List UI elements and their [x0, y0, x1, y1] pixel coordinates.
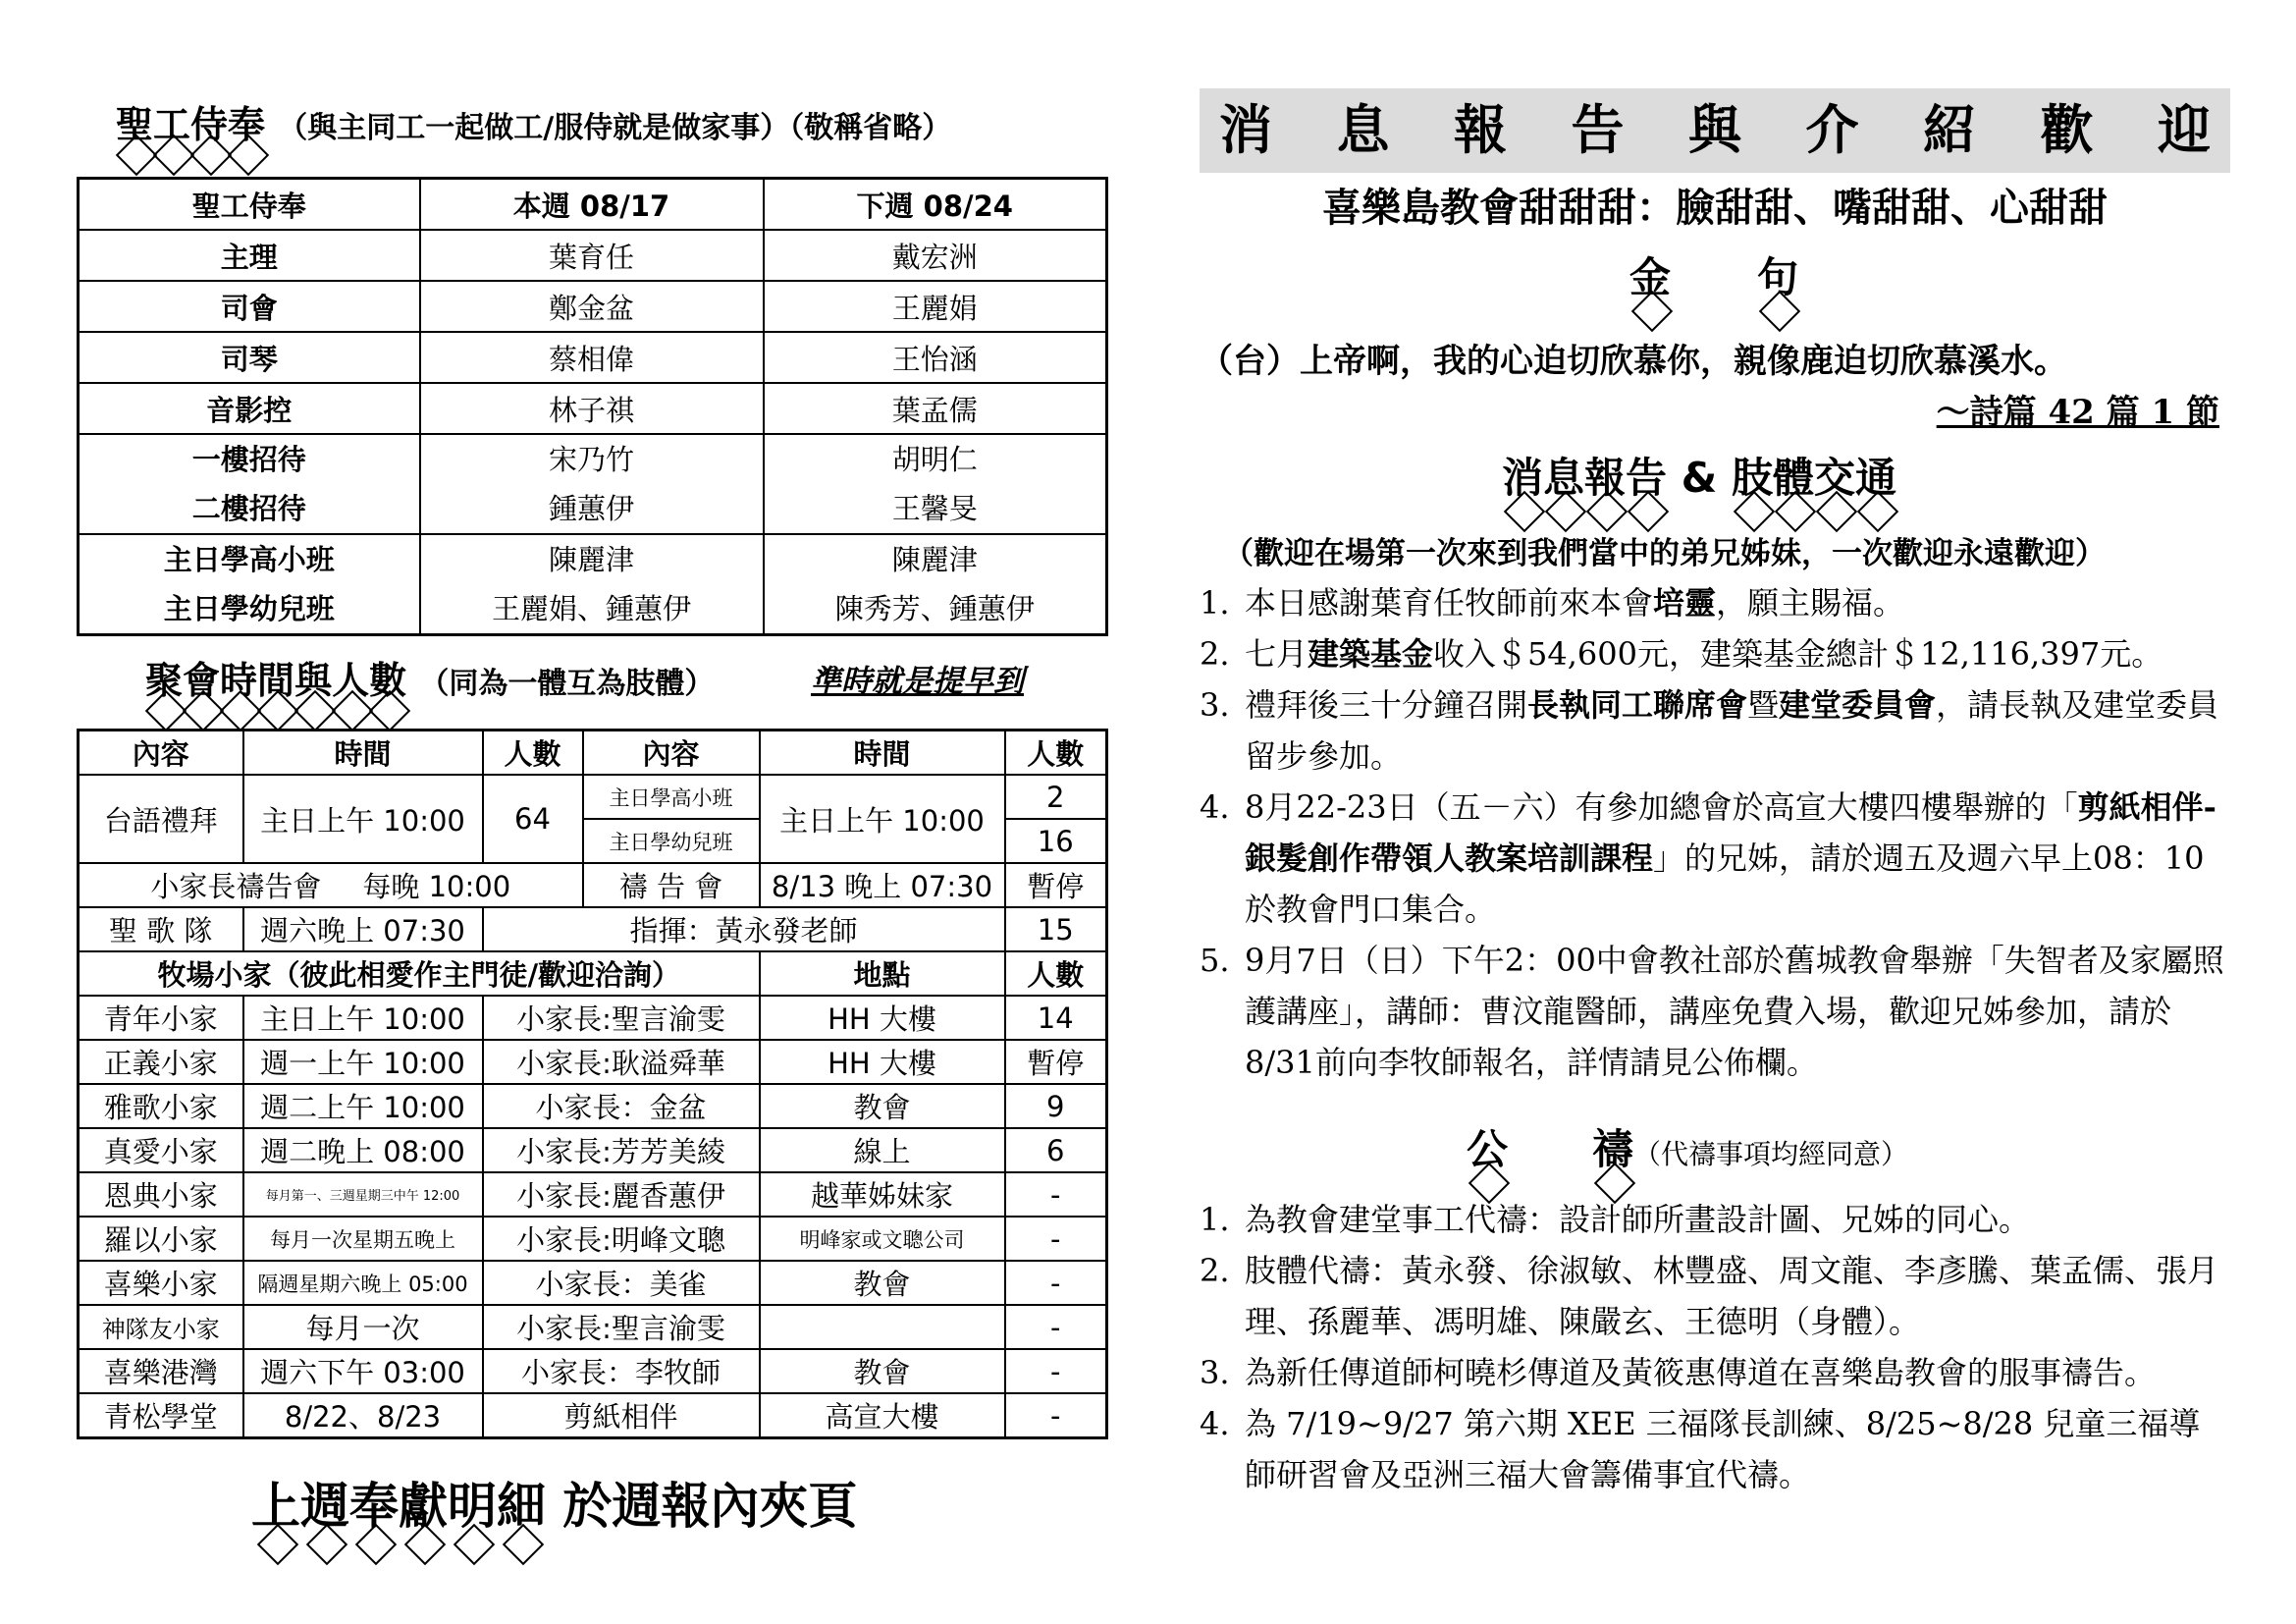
role-cell	[79, 434, 420, 534]
meeting-time: 主日上午 10:00	[243, 775, 483, 863]
golden-char: 句	[1757, 245, 1798, 304]
group-time: 週一上午 10:00	[243, 1040, 483, 1084]
news-text	[1245, 782, 2232, 935]
group-header-count: 人數	[1005, 951, 1107, 996]
group-name: 羅以小家	[79, 1217, 243, 1261]
news-text-bold: 建築基金	[1308, 635, 1434, 673]
next-week-cell	[764, 434, 1107, 534]
news-text-part: 本日感謝葉育任牧師前來本會	[1245, 584, 1654, 622]
news-text-bold: 長執同工聯席會	[1527, 686, 1748, 724]
group-leader: 小家長:芳芳美綾	[483, 1128, 760, 1172]
header-content: 內容	[583, 731, 760, 776]
group-place: 教會	[760, 1261, 1005, 1305]
group-place: 教會	[760, 1349, 1005, 1393]
table-row	[79, 1128, 1107, 1172]
table-row	[79, 863, 1107, 907]
news-text-part: 」的兄姊，請於週五及週六早上08：10於教會門口集合。	[1245, 839, 2205, 928]
group-leader: 小家長:明峰文聰	[483, 1217, 760, 1261]
group-place: 線上	[760, 1128, 1005, 1172]
news-heading	[1502, 446, 1896, 505]
table-row	[79, 332, 1107, 383]
group-place: 高宣大樓	[760, 1393, 1005, 1438]
group-time: 週六下午 03:00	[243, 1349, 483, 1393]
meeting-title-char: 數	[369, 650, 406, 704]
table-row	[79, 1217, 1107, 1261]
next-week-cell: 王麗娟	[764, 281, 1107, 332]
offering-title-char: 細	[497, 1467, 546, 1538]
header-role: 聖工侍奉	[79, 179, 420, 231]
meeting-heading	[145, 650, 714, 704]
staff-subtitle: （與主同工一起做工/服侍就是做家事）（敬稱省略）	[278, 111, 952, 145]
news-text: 9月7日（日）下午2：00中會教社部於舊城教會舉辦「失智者及家屬照護講座」，講師：曹汶龍醫師，講座免費入場，歡迎兄姊參加，請於8/31前向李牧師報名，詳情請見公佈欄。	[1245, 942, 2224, 1081]
table-header-row	[79, 731, 1107, 776]
table-header-row	[79, 179, 1107, 231]
prayer-number: 2.	[1200, 1252, 1230, 1289]
role-cell: 音影控	[79, 383, 420, 434]
group-leader: 小家長：李牧師	[483, 1349, 760, 1393]
next-week-cell: 王怡涵	[764, 332, 1107, 383]
offering-title-char: 週	[300, 1467, 349, 1538]
news-text-part: 8月22-23日（五－六）有參加總會於高宣大樓四樓舉辦的「	[1245, 788, 2078, 826]
header-time: 時間	[760, 731, 1005, 776]
banner-char: 紹	[1923, 99, 1976, 161]
group-name: 真愛小家	[79, 1128, 243, 1172]
news-item	[1200, 628, 2232, 679]
group-time: 8/22、8/23	[243, 1393, 483, 1438]
news-title-char: 體	[1773, 446, 1814, 505]
table-row	[79, 1261, 1107, 1305]
meeting-name: 聖 歌 隊	[79, 907, 243, 951]
group-count: -	[1005, 1349, 1107, 1393]
staff-title	[116, 103, 278, 146]
news-number: 2.	[1200, 635, 1230, 673]
header-this-week: 本週 08/17	[420, 179, 764, 231]
role-cell	[79, 534, 420, 635]
staff-table	[77, 177, 1108, 636]
news-item	[1200, 679, 2232, 782]
banner-char: 消	[1219, 99, 1272, 161]
name-label: 陳秀芳、鍾蕙伊	[834, 592, 1035, 625]
group-count: 暫停	[1005, 1040, 1107, 1084]
prayer-heading	[1467, 1117, 1908, 1176]
group-name: 喜樂港灣	[79, 1349, 243, 1393]
prayer-number: 1.	[1200, 1201, 1230, 1238]
group-count: 9	[1005, 1084, 1107, 1128]
news-text-part: 禮拜後三十分鐘召開	[1245, 686, 1528, 724]
banner-char: 與	[1688, 99, 1741, 161]
news-text-part: 暨	[1747, 686, 1780, 724]
table-row	[79, 534, 1107, 635]
this-week-cell: 葉育任	[420, 230, 764, 281]
table-row	[79, 281, 1107, 332]
role-label: 二樓招待	[191, 492, 306, 525]
role-label: 主日學高小班	[163, 543, 335, 576]
this-week-cell: 鄭金盆	[420, 281, 764, 332]
group-place: 教會	[760, 1084, 1005, 1128]
offering-title-char: 上	[251, 1467, 300, 1538]
group-name: 青年小家	[79, 996, 243, 1040]
prayer-number: 3.	[1200, 1354, 1230, 1391]
prayer-title-char: 禱	[1592, 1117, 1633, 1176]
group-time: 每月第一、三週星期三中午 12:00	[243, 1172, 483, 1217]
table-row	[79, 907, 1107, 951]
news-text-bold: 建堂委員會	[1779, 686, 1937, 724]
news-number: 4.	[1200, 788, 1230, 826]
group-time: 主日上午 10:00	[243, 996, 483, 1040]
meeting-title-char: 人	[332, 650, 369, 704]
group-name: 雅歌小家	[79, 1084, 243, 1128]
group-name: 喜樂小家	[79, 1261, 243, 1305]
group-count: -	[1005, 1172, 1107, 1217]
offering-tail: 於週報內夾頁	[546, 1478, 858, 1535]
meeting-title-char: 時	[220, 650, 257, 704]
meeting-count: 64	[483, 775, 583, 863]
name-label: 鍾蕙伊	[548, 492, 634, 525]
name-label: 陳麗津	[891, 543, 978, 576]
meeting-name: 台語禮拜	[79, 775, 243, 863]
prayer-item	[1200, 1245, 2220, 1347]
offering-title-char: 奉	[349, 1467, 399, 1538]
news-number: 3.	[1200, 686, 1230, 724]
this-week-cell	[420, 434, 764, 534]
meeting-name: 主日學幼兒班	[583, 819, 760, 863]
header-count: 人數	[1005, 731, 1107, 776]
group-time: 每月一次星期五晚上	[243, 1217, 483, 1261]
table-row	[79, 996, 1107, 1040]
news-item	[1200, 935, 2232, 1088]
offering-heading	[251, 1467, 857, 1538]
meeting-count: 2	[1005, 775, 1107, 819]
meeting-name	[79, 863, 583, 907]
staff-title-char: 聖	[116, 94, 153, 148]
news-text-part: ，請長執及建堂委員留步參加。	[1245, 686, 2219, 775]
group-header-place: 地點	[760, 951, 1005, 996]
name-label: 王馨旻	[891, 492, 978, 525]
group-count: 6	[1005, 1128, 1107, 1172]
meeting-time: 8/13 晚上 07:30	[760, 863, 1005, 907]
group-name: 青松學堂	[79, 1393, 243, 1438]
group-count: -	[1005, 1393, 1107, 1438]
banner-char: 報	[1454, 99, 1507, 161]
staff-title-char: 侍	[190, 94, 228, 148]
meeting-time: 週六晚上 07:30	[243, 907, 483, 951]
news-text	[1245, 577, 1904, 628]
group-leader: 小家長:聖言渝雯	[483, 996, 760, 1040]
group-leader: 小家長:聖言渝雯	[483, 1305, 760, 1349]
prayer-text: 為新任傳道師柯曉杉傳道及黃筱惠傳道在喜樂島教會的服事禱告。	[1245, 1354, 2157, 1391]
news-text	[1245, 628, 2163, 679]
news-text-part: 收入＄54,600元，建築基金總計＄12,116,397元。	[1433, 635, 2163, 673]
prayer-item	[1200, 1194, 2220, 1245]
news-title-char: 通	[1855, 446, 1896, 505]
meeting-name: 主日學高小班	[583, 775, 760, 819]
group-name: 正義小家	[79, 1040, 243, 1084]
table-row	[79, 434, 1107, 534]
header-content: 內容	[79, 731, 243, 776]
group-time: 週二晚上 08:00	[243, 1128, 483, 1172]
this-week-cell: 蔡相偉	[420, 332, 764, 383]
slogan: 喜樂島教會甜甜甜：臉甜甜、嘴甜甜、心甜甜	[1322, 186, 2108, 231]
news-text-bold: 剪紙相伴-銀髮創作帶領人教案培訓課程	[1245, 788, 2216, 877]
group-count: -	[1005, 1261, 1107, 1305]
meeting-title-char: 聚	[145, 650, 183, 704]
news-text	[1245, 679, 2232, 782]
group-time: 週二上午 10:00	[243, 1084, 483, 1128]
group-time: 每月一次	[243, 1305, 483, 1349]
offering-title-char: 獻	[399, 1467, 448, 1538]
group-count: -	[1005, 1217, 1107, 1261]
meeting-title-char: 間	[257, 650, 294, 704]
offering-title-char: 明	[448, 1467, 497, 1538]
name-label: 胡明仁	[891, 443, 978, 476]
banner-char: 歡	[2040, 99, 2094, 161]
news-title-char: 交	[1814, 446, 1855, 505]
this-week-cell	[420, 534, 764, 635]
news-item	[1200, 782, 2232, 935]
news-title-char: 息	[1543, 446, 1584, 505]
table-row	[79, 1393, 1107, 1438]
name-label: 王麗娟、鍾蕙伊	[491, 592, 691, 625]
verse-reference: ～詩篇 42 篇 1 節	[1936, 393, 2219, 432]
group-place: HH 大樓	[760, 996, 1005, 1040]
prayer-text: 為 7/19~9/27 第六期 XEE 三福隊長訓練、8/25~8/28 兒童三福導師研習會及亞洲三福大會籌備事宜代禱。	[1245, 1405, 2201, 1493]
meeting-count: 暫停	[1005, 863, 1107, 907]
name-label: 宋乃竹	[548, 443, 634, 476]
news-title-char: 告	[1626, 446, 1667, 505]
group-time: 隔週星期六晚上 05:00	[243, 1261, 483, 1305]
name-label: 陳麗津	[548, 543, 634, 576]
news-banner	[1200, 88, 2230, 173]
table-header-row	[79, 951, 1107, 996]
meeting-motto: 準時就是提早到	[811, 664, 1024, 699]
meeting-name-label: 小家長禱告會	[150, 870, 322, 903]
meeting-time: 主日上午 10:00	[760, 775, 1005, 863]
table-row	[79, 1349, 1107, 1393]
prayer-item	[1200, 1398, 2220, 1500]
meeting-name: 禱 告 會	[583, 863, 760, 907]
prayer-title-char: 公	[1467, 1117, 1508, 1176]
group-place: 越華姊妹家	[760, 1172, 1005, 1217]
news-list	[1200, 577, 2232, 1088]
news-text-bold: 培靈	[1653, 584, 1717, 622]
role-cell: 司會	[79, 281, 420, 332]
news-text-part: ，願主賜福。	[1716, 584, 1905, 622]
table-row	[79, 1084, 1107, 1128]
news-number: 1.	[1200, 584, 1230, 622]
welcome-note: （歡迎在場第一次來到我們當中的弟兄姊妹，一次歡迎永遠歡迎）	[1223, 536, 2106, 571]
prayer-text: 為教會建堂事工代禱：設計師所畫設計圖、兄姊的同心。	[1245, 1201, 2031, 1238]
table-row	[79, 230, 1107, 281]
group-place	[760, 1305, 1005, 1349]
news-banner-text	[1200, 88, 2230, 173]
meeting-conductor: 指揮：黃永發老師	[483, 907, 1005, 951]
golden-verse: （台）上帝啊，我的心迫切欣慕你，親像鹿迫切欣慕溪水。	[1200, 342, 2067, 381]
staff-title-char: 奉	[228, 94, 265, 148]
this-week-cell: 林子祺	[420, 383, 764, 434]
prayer-text: 肢體代禱：黃永發、徐淑敏、林豐盛、周文龍、李彥騰、葉孟儒、張月理、孫麗華、馮明雄、陳嚴玄、王德明（身體）。	[1245, 1252, 2219, 1340]
group-leader: 小家長:耿溢舜華	[483, 1040, 760, 1084]
banner-char: 息	[1336, 99, 1390, 161]
group-header-name: 牧場小家（彼此相愛作主門徒/歡迎洽詢）	[79, 951, 760, 996]
news-number: 5.	[1200, 942, 1230, 979]
group-leader: 小家長:麗香蕙伊	[483, 1172, 760, 1217]
header-next-week: 下週 08/24	[764, 179, 1107, 231]
group-count: -	[1005, 1305, 1107, 1349]
prayer-list	[1200, 1194, 2220, 1500]
news-text-part: 七月	[1245, 635, 1308, 673]
banner-char: 介	[1805, 99, 1859, 161]
meeting-title-char: 會	[183, 650, 220, 704]
prayer-note: （代禱事項均經同意）	[1633, 1138, 1909, 1170]
header-time: 時間	[243, 731, 483, 776]
golden-verse-heading	[1629, 245, 1798, 304]
header-count: 人數	[483, 731, 583, 776]
role-label: 主日學幼兒班	[163, 592, 335, 625]
meeting-count: 16	[1005, 819, 1107, 863]
next-week-cell: 葉孟儒	[764, 383, 1107, 434]
news-amp: &	[1667, 454, 1732, 502]
next-week-cell	[764, 534, 1107, 635]
table-row	[79, 1305, 1107, 1349]
meeting-title-char: 與	[294, 650, 332, 704]
meeting-time-label: 每晚 10:00	[362, 870, 511, 903]
next-week-cell: 戴宏洲	[764, 230, 1107, 281]
prayer-number: 4.	[1200, 1405, 1230, 1442]
meeting-table	[77, 729, 1108, 1439]
role-cell: 主理	[79, 230, 420, 281]
group-place: 明峰家或文聰公司	[760, 1217, 1005, 1261]
banner-char: 告	[1571, 99, 1625, 161]
group-place: HH 大樓	[760, 1040, 1005, 1084]
group-leader: 剪紙相伴	[483, 1393, 760, 1438]
news-title-char: 消	[1502, 446, 1543, 505]
banner-char: 迎	[2158, 99, 2211, 161]
group-name: 恩典小家	[79, 1172, 243, 1217]
role-label: 一樓招待	[191, 443, 306, 476]
golden-char: 金	[1629, 245, 1671, 304]
staff-title-char: 工	[153, 94, 190, 148]
meeting-count: 15	[1005, 907, 1107, 951]
news-item	[1200, 577, 2232, 628]
news-title-char: 報	[1584, 446, 1626, 505]
group-leader: 小家長：美雀	[483, 1261, 760, 1305]
group-count: 14	[1005, 996, 1107, 1040]
news-title-char: 肢	[1732, 446, 1773, 505]
group-leader: 小家長：金盆	[483, 1084, 760, 1128]
staff-heading	[116, 94, 951, 148]
prayer-item	[1200, 1347, 2220, 1398]
group-name: 神隊友小家	[79, 1305, 243, 1349]
table-row	[79, 1040, 1107, 1084]
role-cell: 司琴	[79, 332, 420, 383]
table-row	[79, 775, 1107, 819]
table-row	[79, 383, 1107, 434]
meeting-subtitle: （同為一體互為肢體）	[419, 667, 715, 701]
table-row	[79, 1172, 1107, 1217]
